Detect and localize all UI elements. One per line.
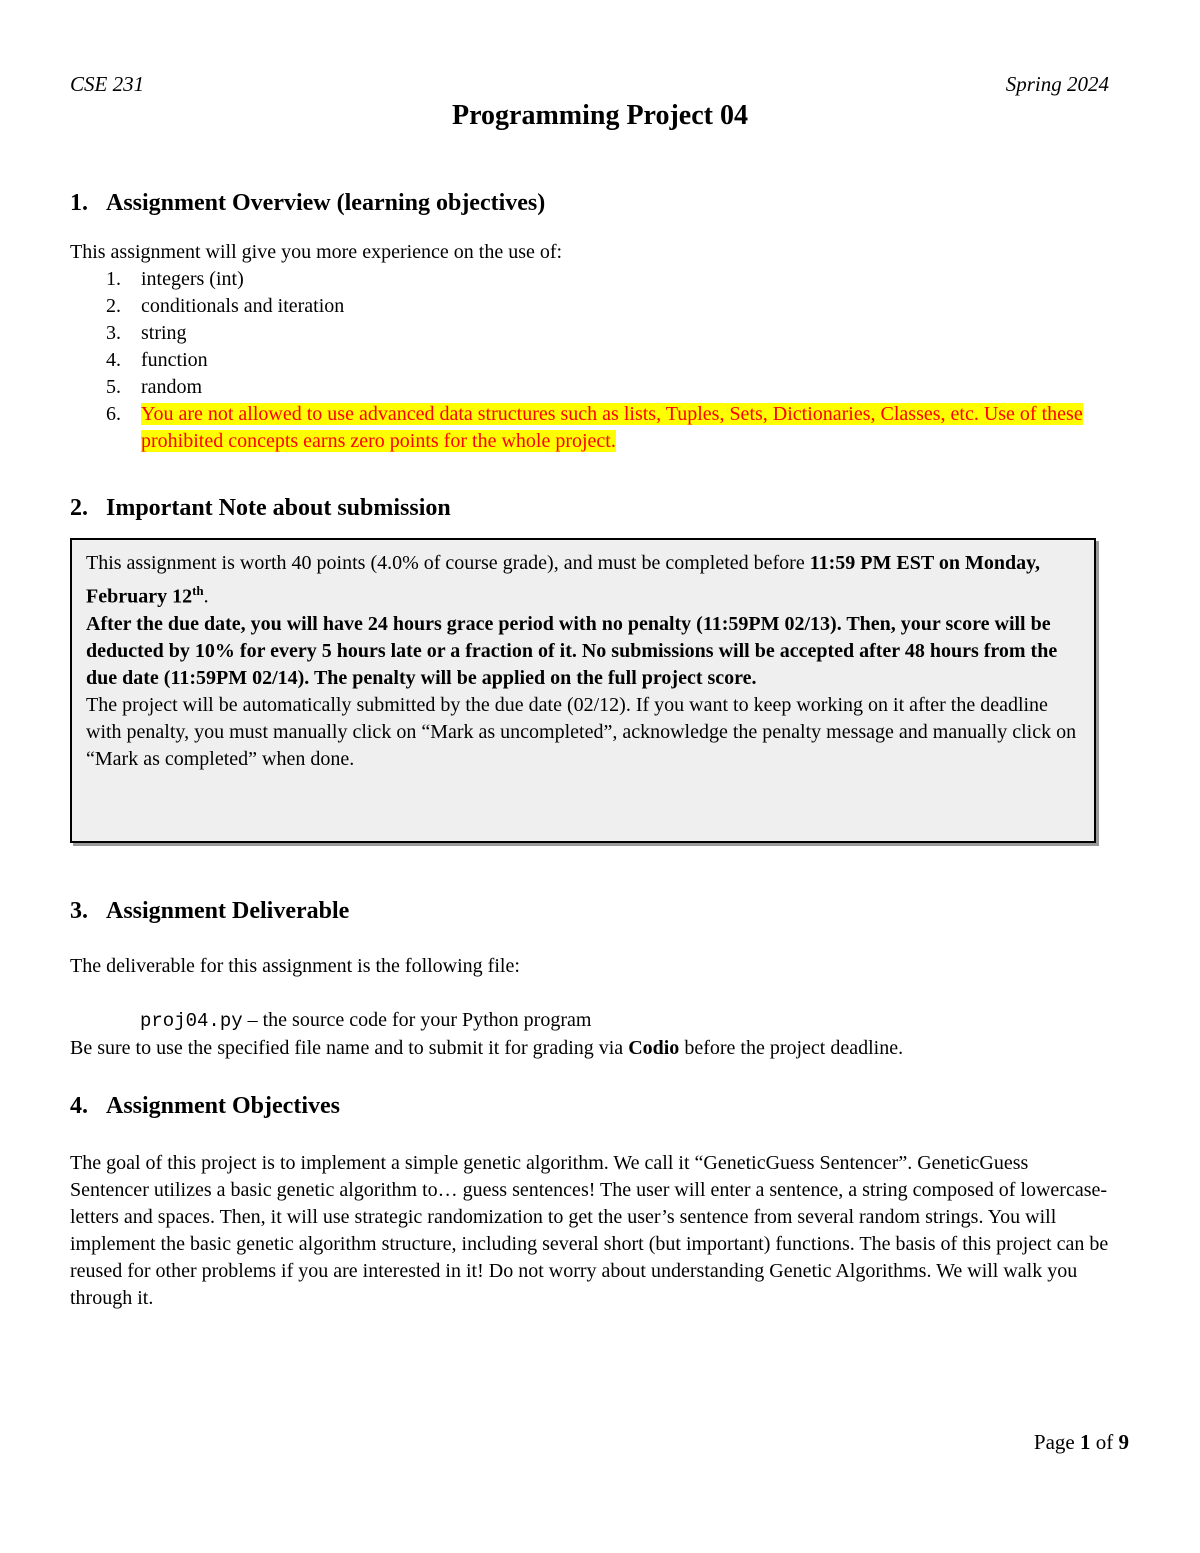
list-item: 3. string [106,322,187,344]
course-code: CSE 231 [70,72,145,96]
list-item-warning: 6. You are not allowed to use advanced data structures such as lists, Tuples, Sets, Dictionaries, Classes, etc. Use of these prohibited concepts earns zero points for the whole project. [106,403,1083,452]
list-item: 5. random [106,376,203,398]
list-item: 2. conditionals and iteration [106,295,345,317]
grading-info: This assignment is worth 40 points (4.0% of course grade), and must be completed before 11:59 PM EST on Monday, February 12th. [86,552,1040,608]
deliverable-intro: The deliverable for this assignment is the following file: [70,955,520,977]
overview-intro: This assignment will give you more experience on the use of: [70,241,563,263]
page-title: Programming Project 04 [452,100,748,131]
section-heading: 4. Assignment Objectives [70,1093,340,1119]
deliverable-file: proj04.py – the source code for your Python program [140,1009,592,1032]
highlighted-warning: You are not allowed to use advanced data structures such as lists, Tuples, Sets, Dictionaries, Classes, etc. Use of these prohibited concepts earns zero points for the whole project. [141,403,1083,452]
section-heading: 3. Assignment Deliverable [70,898,350,924]
section-deliverable [70,898,1110,1062]
page-number: Page 1 of 9 [1033,1430,1129,1454]
section-heading: 2. Important Note about submission [70,495,451,521]
section-overview [70,190,1110,455]
submission-note-box [70,538,1096,843]
late-policy: After the due date, you will have 24 hours grace period with no penalty (11:59PM 02/13). Then, your score will be deducted by 10% for every 5 hours late or a fraction of it. No submissions will be accepted after 48 hours from the due date (11:59PM 02/14). The penalty will be applied on the full project score. [86,612,1058,689]
auto-submit-info: The project will be automatically submitted by the due date (02/12). If you want to keep working on it after the deadline with penalty, you must manually click on “Mark as uncompleted”, acknowledge the penalty message and manually click on “Mark as completed” when done. [86,693,1077,770]
file-name: proj04.py [140,1010,243,1032]
objectives-body: The goal of this project is to implement a simple genetic algorithm. We call it “GeneticGuess Sentencer”. GeneticGuess Sentencer utilizes a basic genetic algorithm to… guess sentences! The user will enter a sentence, a string composed of lowercase-letters and spaces. Then, it will use strategic randomization to get the user’s sentence from several random strings. You will implement the basic genetic algorithm structure, including several short (but important) functions. The basis of this project can be reused for other problems if you are interested in it! Do not worry about understanding Genetic Algorithms. We will walk you through it. [70,1152,1109,1309]
list-item: 4. function [106,349,208,371]
list-item: 1. integers (int) [106,268,244,290]
deliverable-note: Be sure to use the specified file name and to submit it for grading via Codio before the project deadline. [70,1037,904,1059]
term: Spring 2024 [1005,72,1109,96]
section-objectives [70,1093,1110,1312]
objectives-list [70,266,1110,455]
section-heading: 1. Assignment Overview (learning objectives) [70,190,546,216]
section-submission-note [70,495,1110,522]
